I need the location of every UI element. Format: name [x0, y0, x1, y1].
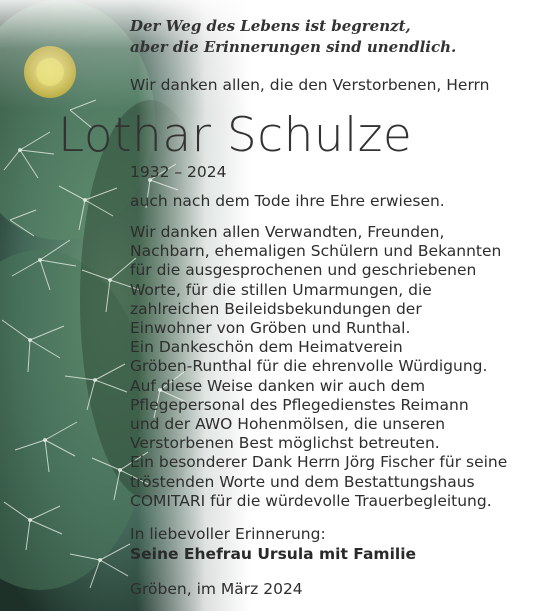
thanks-paragraph: [130, 223, 540, 511]
body-line: Worte, für die stillen Umarmungen, die: [130, 280, 432, 299]
body-line: für die ausgesprochenen und geschriebenen: [130, 261, 477, 280]
body-line: Verstorbenen Best möglichst betreuten.: [130, 434, 440, 453]
body-line: COMITARI für die würdevolle Trauerbegleitung.: [130, 491, 492, 510]
family-signature: Seine Ehefrau Ursula mit Familie: [130, 545, 417, 563]
body-line: Wir danken allen Verwandten, Freunden,: [130, 223, 445, 241]
memory-text: In liebevoller Erinnerung:: [130, 525, 326, 543]
body-line: zahlreichen Beileidsbekundungen der: [130, 299, 422, 318]
life-years: 1932 – 2024: [130, 163, 227, 181]
body-line: Einwohner von Gröben und Runthal.: [130, 319, 411, 338]
body-line: und der AWO Hohenmölsen, die unseren: [130, 415, 446, 434]
quote-line-2: aber die Erinnerungen sind unendlich.: [130, 38, 457, 56]
after-name-text: auch nach dem Tode ihre Ehre erwiesen.: [130, 192, 445, 210]
body-line: Gröben-Runthal für die ehrenvolle Würdigung.: [130, 357, 488, 376]
place-date: Gröben, im März 2024: [130, 580, 303, 598]
deceased-name: Lothar Schulze: [58, 108, 413, 163]
quote-line-1: Der Weg des Lebens ist begrenzt,: [130, 17, 411, 35]
body-line: tröstenden Worte und dem Bestattungshaus: [130, 472, 475, 491]
body-line: Ein besonderer Dank Herrn Jörg Fischer für seine: [130, 453, 508, 472]
epitaph-quote: [130, 16, 456, 58]
body-line: Pflegepersonal des Pflegedienstes Reimann: [130, 395, 469, 414]
body-line: Auf diese Weise danken wir auch dem: [130, 376, 426, 395]
body-line: Nachbarn, ehemaligen Schülern und Bekannten: [130, 242, 502, 261]
intro-text: Wir danken allen, die den Verstorbenen, Herrn: [130, 76, 490, 94]
body-line: Ein Dankeschön dem Heimatverein: [130, 338, 403, 357]
